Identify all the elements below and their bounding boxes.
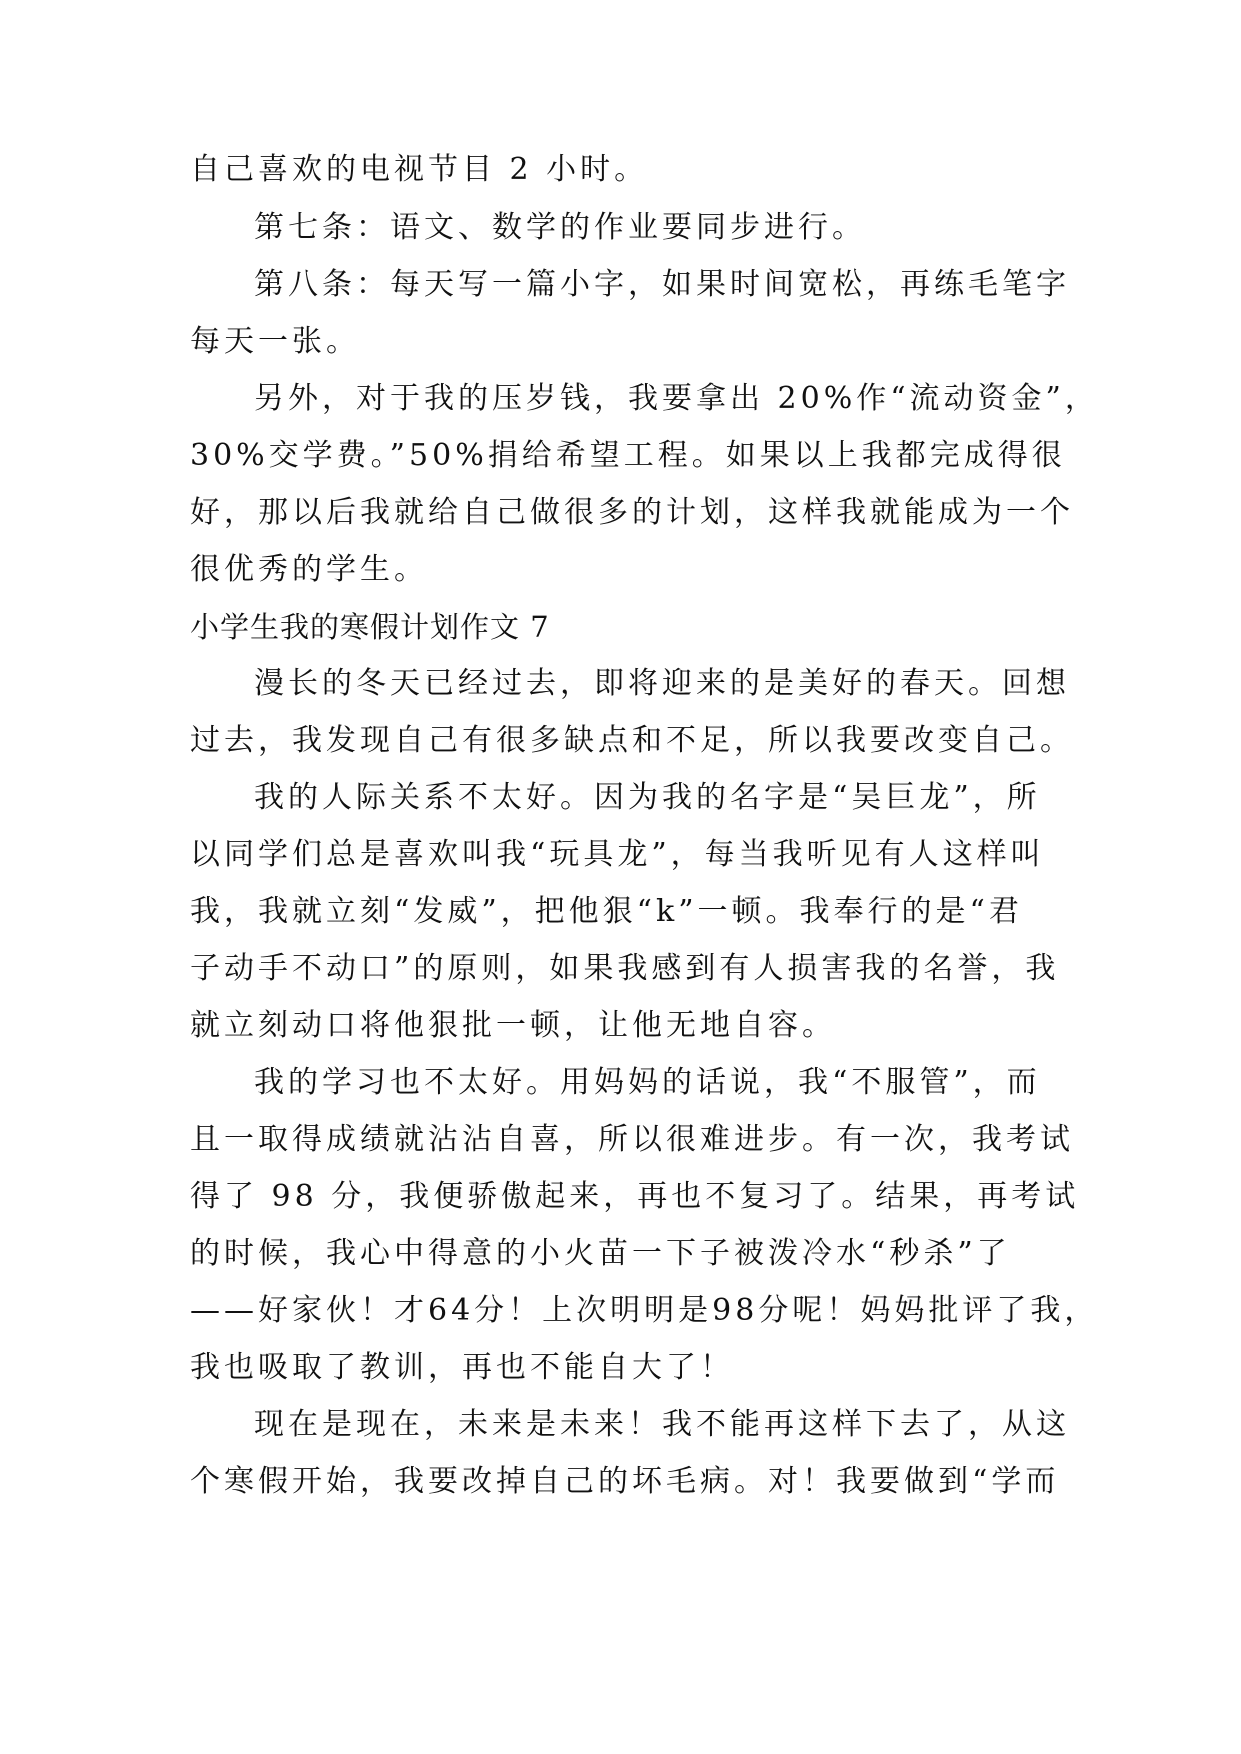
text-line: 子动手不动口”的原则，如果我感到有人损害我的名誉，我 [190,951,1060,986]
text-line: 得了 98 分，我便骄傲起来，再也不复习了。结果，再考试 [190,1179,1080,1214]
text-line: 30%交学费。”50%捐给希望工程。如果以上我都完成得很 [190,438,1066,473]
section-heading: 小学生我的寒假计划作文 7 [190,610,550,644]
text-line: 我，我就立刻“发威”，把他狠“k”一顿。我奉行的是“君 [190,894,1023,929]
paragraph-start: 另外，对于我的压岁钱，我要拿出 20%作“流动资金”， [254,381,1099,416]
text-line: 我也吸取了教训，再也不能自大了！ [190,1350,734,1385]
text-line: 个寒假开始，我要改掉自己的坏毛病。对！我要做到“学而 [190,1464,1060,1499]
paragraph-start: 我的学习也不太好。用妈妈的话说，我“不服管”，而 [254,1065,1041,1100]
text-line: 就立刻动口将他狠批一顿，让他无地自容。 [190,1008,836,1043]
clause-eight: 第八条：每天写一篇小字，如果时间宽松，再练毛笔字 [254,267,1070,302]
text-line: 很优秀的学生。 [190,552,428,587]
text-line: 每天一张。 [190,324,360,359]
text-line: ——好家伙！才64分！上次明明是98分呢！妈妈批评了我， [190,1293,1099,1328]
paragraph-start: 现在是现在，未来是未来！我不能再这样下去了，从这 [254,1407,1070,1442]
clause-seven: 第七条：语文、数学的作业要同步进行。 [254,210,866,245]
paragraph-start: 漫长的冬天已经过去，即将迎来的是美好的春天。回想 [254,666,1070,701]
paragraph-start: 我的人际关系不太好。因为我的名字是“吴巨龙”，所 [254,780,1041,815]
text-line: 且一取得成绩就沾沾自喜，所以很难进步。有一次，我考试 [190,1122,1074,1157]
text-line: 自己喜欢的电视节目 2 小时。 [190,152,649,187]
text-line: 以同学们总是喜欢叫我“玩具龙”，每当我听见有人这样叫 [190,837,1045,872]
text-line: 的时候，我心中得意的小火苗一下子被泼冷水“秒杀”了 [190,1236,1011,1271]
text-line: 过去，我发现自己有很多缺点和不足，所以我要改变自己。 [190,723,1074,758]
text-line: 好，那以后我就给自己做很多的计划，这样我就能成为一个 [190,495,1074,530]
